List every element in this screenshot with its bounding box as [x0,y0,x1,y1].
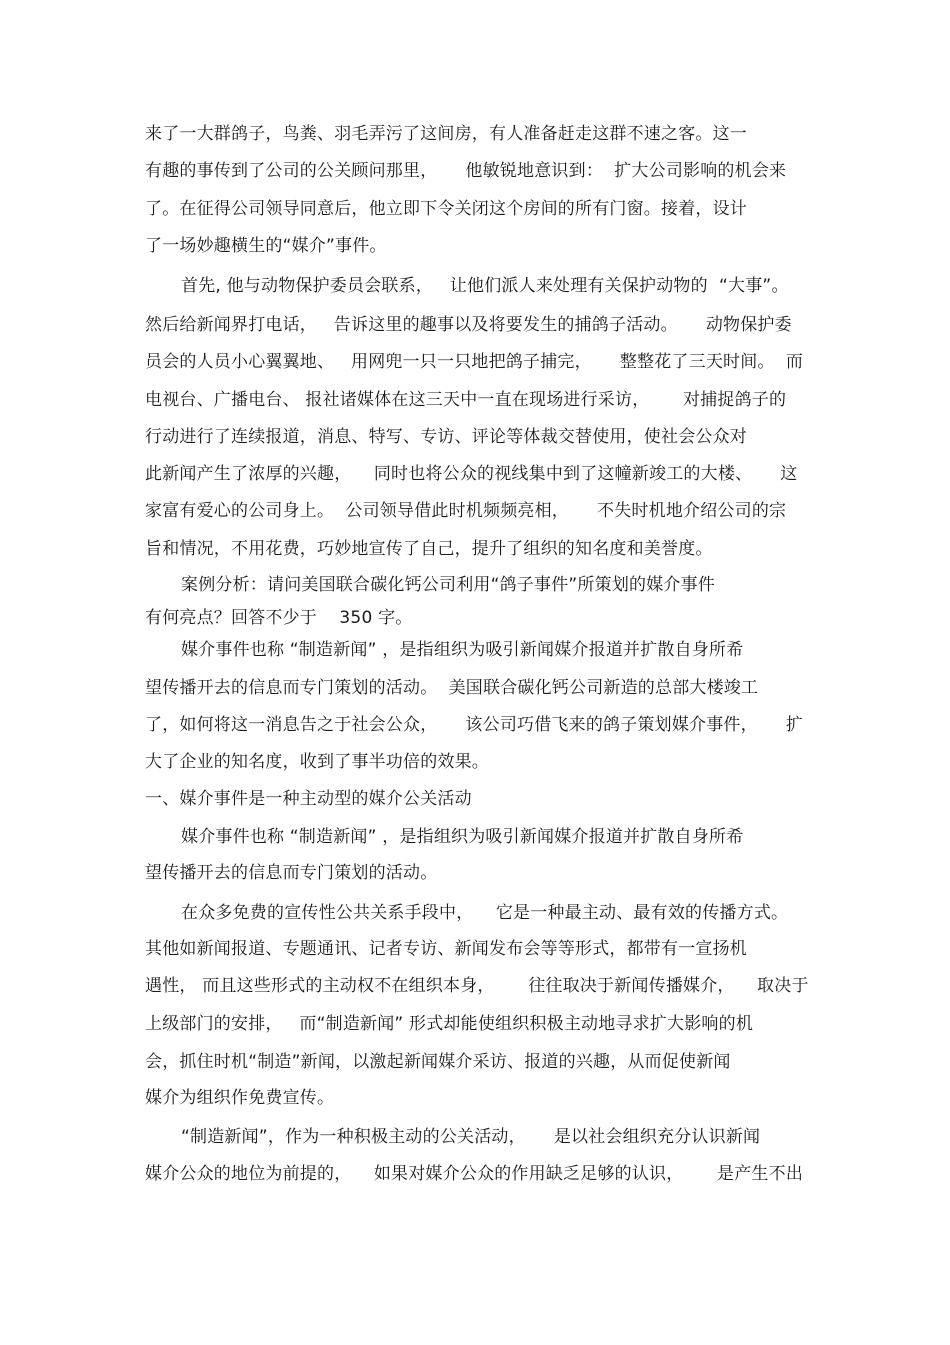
text-line: 有何亮点？回答不少于 350 字。 [145,608,413,628]
text-line: “制造新闻”，作为一种积极主动的公关活动， 是以社会组织充分认识新闻 [181,1127,761,1147]
text-line: 望传播开去的信息而专门策划的活动。 [145,863,438,883]
text-line: 电视台、广播电台、 报社诸媒体在这三天中一直在现场进行采访， 对捕捉鸽子的 [145,390,787,410]
text-line: 首先, 他与动物保护委员会联系， 让他们派人来处理有关保护动物的 “大事”。 [181,276,789,296]
text-line: 上级部门的安排， 而“制造新闻” 形式却能使组织积极主动地寻求扩大影响的机 [145,1014,754,1034]
text-line: 在众多免费的宣传性公共关系手段中， 它是一种最主动、最有效的传播方式。 [181,903,789,923]
text-line: 媒介公众的地位为前提的， 如果对媒介公众的作用缺乏足够的认识， 是产生不出 [145,1164,804,1184]
text-line: 此新闻产生了浓厚的兴趣， 同时也将公众的视线集中到了这幢新竣工的大楼、 这 [145,464,798,484]
text-line: 案例分析：请问美国联合碳化钙公司利用“鸽子事件”所策划的媒介事件 [181,575,716,595]
text-line: 行动进行了连续报道，消息、特写、专访、评论等体裁交替使用，使社会公众对 [145,427,747,447]
text-line: 来了一大群鸽子，鸟粪、羽毛弄污了这间房，有人准备赶走这群不速之客。这一 [145,124,747,144]
text-line: 媒介事件也称 “制造新闻” ，是指组织为吸引新闻媒介报道并扩散自身所希 [181,827,744,847]
text-line: 了。在征得公司领导同意后，他立即下令关闭这个房间的所有门窗。接着，设计 [145,199,747,219]
text-line: 望传播开去的信息而专门策划的活动。 美国联合碳化钙公司新造的总部大楼竣工 [145,678,759,698]
text-line: 了一场妙趣横生的“媒介”事件。 [145,236,387,256]
section-heading: 一、媒介事件是一种主动型的媒介公关活动 [145,789,472,809]
text-line: 媒介事件也称 “制造新闻” ，是指组织为吸引新闻媒介报道并扩散自身所希 [181,640,744,660]
text-line: 会，抓住时机“制造”新闻，以激起新闻媒介采访、报道的兴趣，从而促使新闻 [145,1052,731,1072]
text-line: 家富有爱心的公司身上。 公司领导借此时机频频亮相， 不失时机地介绍公司的宗 [145,501,787,521]
text-line: 大了企业的知名度，收到了事半功倍的效果。 [145,752,489,772]
text-line: 其他如新闻报道、专题通讯、记者专访、新闻发布会等等形式，都带有一宣扬机 [145,939,747,959]
text-line: 媒介为组织作免费宣传。 [145,1088,335,1108]
text-line: 员会的人员小心翼翼地、 用网兜一只一只地把鸽子捕完， 整整花了三天时间。 而 [145,352,804,372]
text-line: 然后给新闻界打电话， 告诉这里的趣事以及将要发生的捕鸽子活动。 动物保护委 [145,315,792,335]
text-line: 了，如何将这一消息告之于社会公众， 该公司巧借飞来的鸽子策划媒介事件， 扩 [145,715,804,735]
text-line: 遇性， 而且这些形式的主动权不在组织本身， 往往取决于新闻传播媒介， 取决于 [145,976,809,996]
text-line: 有趣的事传到了公司的公关顾问那里， 他敏锐地意识到： 扩大公司影响的机会来 [145,161,787,181]
text-line: 旨和情况，不用花费，巧妙地宣传了自己，提升了组织的知名度和美誉度。 [145,539,713,559]
